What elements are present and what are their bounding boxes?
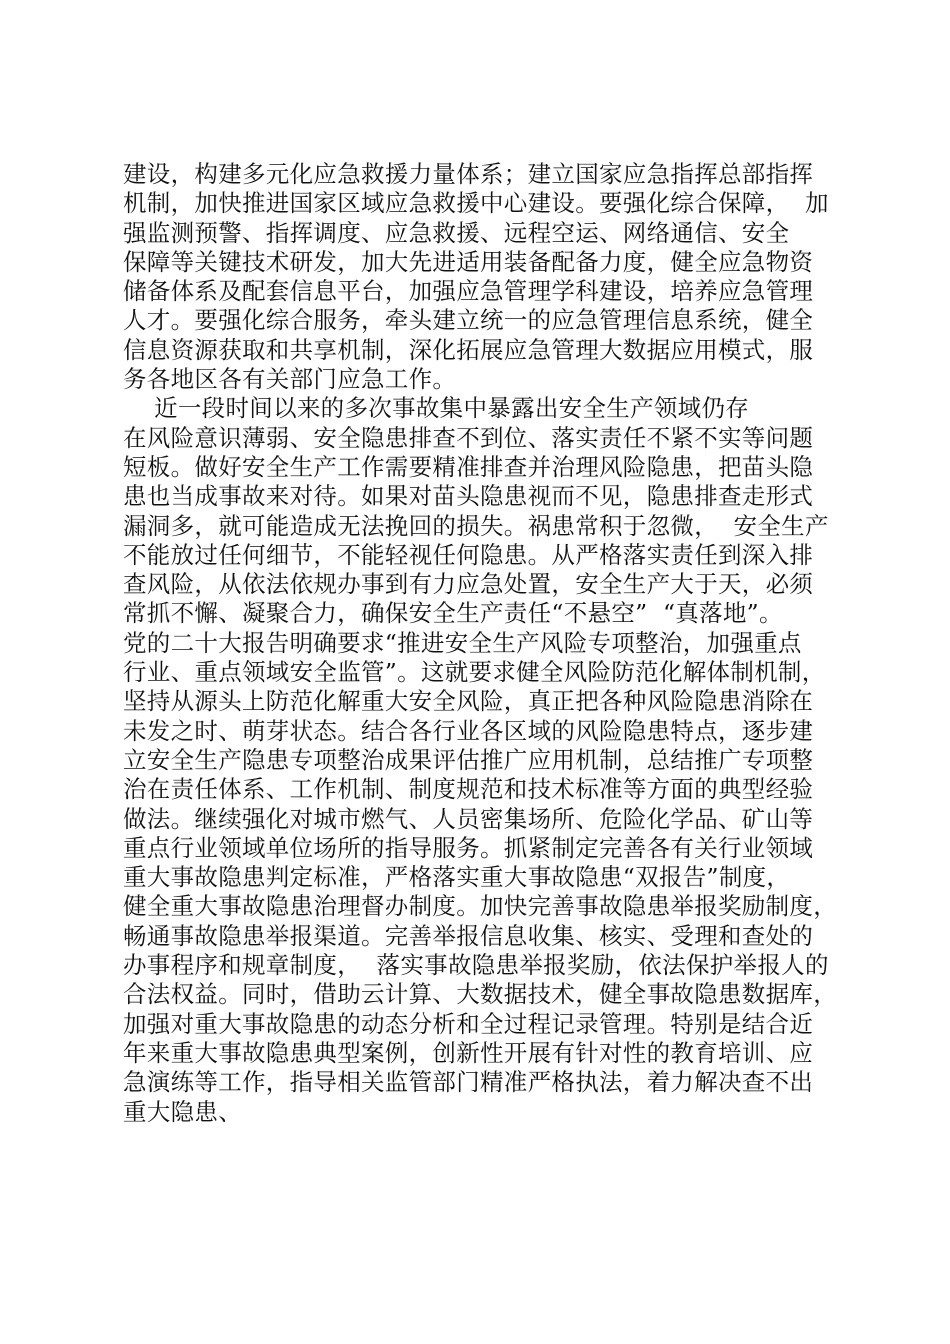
text-line: 健全重大事故隐患治理督办制度。加快完善事故隐患举报奖励制度， [123, 892, 837, 921]
text-line: 党的二十大报告明确要求“推进安全生产风险专项整治，加强重点 [123, 628, 802, 657]
text-line: 行业、重点领域安全监管”。这就要求健全风险防范化解体制机制， [123, 658, 826, 687]
text-line: 加强对重大事故隐患的动态分析和全过程记录管理。特别是结合近 [123, 1009, 814, 1038]
text-line: 保障等关键技术研发，加大先进适用装备配备力度，健全应急物资 [123, 247, 814, 276]
text-line: 在风险意识薄弱、安全隐患排查不到位、落实责任不紧不实等问题 [123, 423, 814, 452]
text-line: 急演练等工作，指导相关监管部门精准严格执法，着力解决查不出 [123, 1068, 814, 1097]
text-line: 人才。要强化综合服务，牵头建立统一的应急管理信息系统，健全 [123, 306, 814, 335]
text-line: 漏洞多，就可能造成无法挽回的损失。祸患常积于忽微， 安全生产 [123, 511, 829, 540]
text-line: 未发之时、萌芽状态。结合各行业各区域的风险隐患特点，逐步建 [123, 716, 814, 745]
body-text [123, 160, 848, 1127]
text-line: 近一段时间以来的多次事故集中暴露出安全生产领域仍存 [123, 394, 750, 423]
text-line: 建设，构建多元化应急救援力量体系；建立国家应急指挥总部指挥 [123, 160, 814, 188]
text-line: 短板。做好安全生产工作需要精准排查并治理风险隐患，把苗头隐 [123, 452, 814, 481]
text-line: 坚持从源头上防范化解重大安全风险，真正把各种风险隐患消除在 [123, 687, 814, 716]
text-line: 重大事故隐患判定标准，严格落实重大事故隐患“双报告”制度， [123, 863, 791, 892]
text-line: 立安全生产隐患专项整治成果评估推广应用机制，总结推广专项整 [123, 745, 814, 774]
text-line: 不能放过任何细节，不能轻视任何隐患。从严格落实责任到深入排 [123, 540, 814, 569]
text-line: 常抓不懈、凝聚合力，确保安全生产责任“不悬空” “真落地”。 [123, 599, 783, 628]
text-line: 强监测预警、指挥调度、应急救援、远程空运、网络通信、安全 [123, 218, 790, 247]
text-line: 做法。继续强化对城市燃气、人员密集场所、危险化学品、矿山等 [123, 804, 814, 833]
text-line: 信息资源获取和共享机制，深化拓展应急管理大数据应用模式，服 [123, 335, 814, 364]
text-line: 办事程序和规章制度， 落实事故隐患举报奖励，依法保护举报人的 [123, 951, 829, 980]
text-line: 治在责任体系、工作机制、制度规范和技术标准等方面的典型经验 [123, 775, 814, 804]
text-line: 务各地区各有关部门应急工作。 [123, 365, 457, 394]
text-line: 机制，加快推进国家区域应急救援中心建设。要强化综合保障， 加 [123, 189, 829, 218]
text-line: 畅通事故隐患举报渠道。完善举报信息收集、核实、受理和查处的 [123, 921, 814, 950]
text-line: 储备体系及配套信息平台，加强应急管理学科建设，培养应急管理 [123, 277, 814, 306]
text-line: 重点行业领域单位场所的指导服务。抓紧制定完善各有关行业领域 [123, 833, 814, 862]
text-line: 重大隐患、 [123, 1097, 242, 1126]
text-line: 年来重大事故隐患典型案例，创新性开展有针对性的教育培训、应 [123, 1038, 814, 1067]
text-line: 查风险，从依法依规办事到有力应急处置，安全生产大于天，必须 [123, 570, 814, 599]
text-line: 合法权益。同时，借助云计算、大数据技术，健全事故隐患数据库， [123, 980, 837, 1009]
text-line: 患也当成事故来对待。如果对苗头隐患视而不见，隐患排查走形式 [123, 482, 814, 511]
